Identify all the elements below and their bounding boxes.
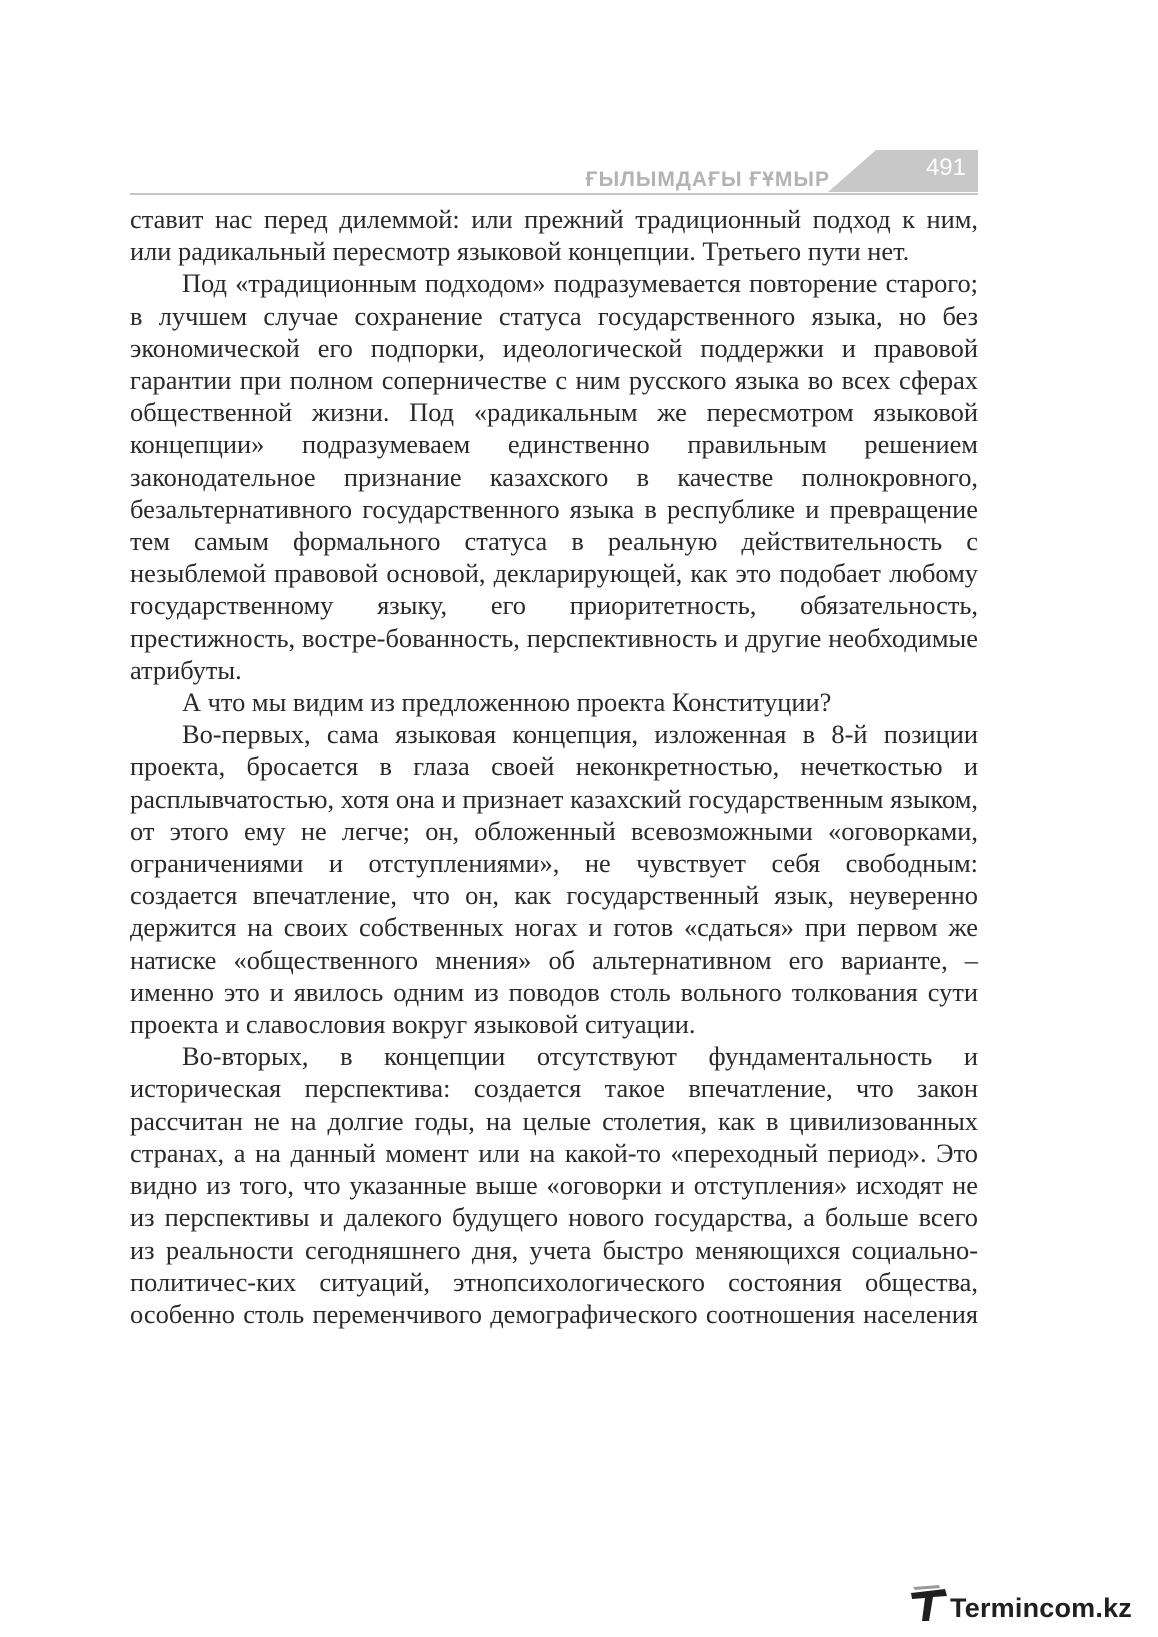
running-header (130, 150, 978, 198)
paragraph-1: ставит нас перед дилеммой: или прежний традиционный подход к ним, или радикальный пересмотр языковой концепции. Третьего пути нет. (130, 204, 978, 267)
page-number: 491 (925, 154, 966, 181)
body-text (130, 203, 978, 1330)
paragraph-3: А что мы видим из предложенною проекта Конституции? (182, 687, 832, 718)
letter-t-logo-icon (909, 1583, 949, 1623)
paragraph-5: Во-вторых, в концепции отсутствуют фундаментальность и историческая перспектива: создается такое впечатление, что закон рассчитан не на долгие годы, на целые столетия, как в цивилизованных странах, а на данный момент или на какой-то «переходный период». Это видно из того, что указанные выше «оговорки и отступления» исходят не из перспективы и далекого будущего нового государства, а больше всего из реальности сегодняшнего дня, учета быстро меняющихся социально-политичес-ких ситуаций, этнопсихологического состояния общества, особенно столь переменчивого демографического соотношения населения (130, 1041, 978, 1329)
paragraph-4: Во-первых, сама языковая концепция, изложенная в 8-й позиции проекта, бросается в глаза своей неконкретностью, нечеткостью и расплывчатостью, хотя она и признает казахский государственным языком, от этого ему не легче; он, обложенный всевозможными «оговорками, ограничениями и отступлениями», не чувствует себя свободным: создается впечатление, что он, как государственный язык, неуверенно держится на своих собственных ногах и готов «сдаться» при первом же натиске «общественного мнения» об альтернативном его варианте, – именно это и явилось одним из поводов столь вольного толкования сути проекта и славословия вокруг языковой ситуации. (130, 719, 978, 1040)
paragraph-2: Под «традиционным подходом» подразумевается повторение старого; в лучшем случае сохранение статуса государственного языка, но без экономической его подпорки, идеологической поддержки и правовой гарантии при полном соперничестве с ним русского языка во всех сферах общественной жизни. Под «радикальным же пересмотром языковой концепции» подразумеваем единственно правильным решением законодательное признание казахского в качестве полнокровного, безальтернативного государственного языка в республике и превращение тем самым формального статуса в реальную действительность с незыблемой правовой основой, декларирующей, как это подобает любому государственному языку, его приоритетность, обязательность, престижность, востре-бованность, перспективность и другие необходимые атрибуты. (130, 268, 978, 685)
running-header-title: ҒЫЛЫМДАҒЫ ҒҰМЫР (585, 168, 830, 191)
watermark-text: Termincom.kz (950, 1593, 1132, 1623)
header-rule (130, 193, 978, 195)
site-watermark (909, 1583, 1132, 1623)
